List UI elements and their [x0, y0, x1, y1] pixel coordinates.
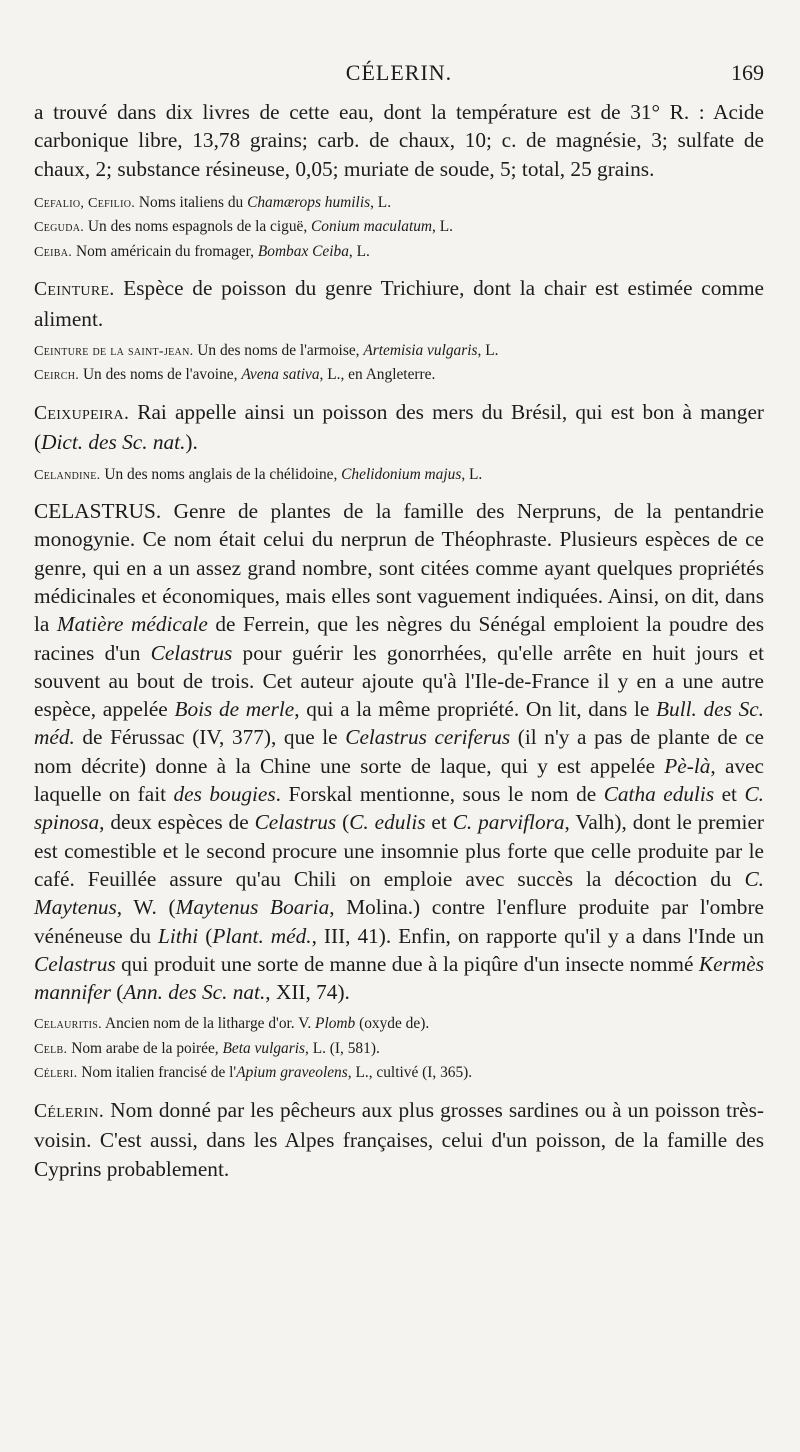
entry-ceixupeira: Ceixupeira. Rai appelle ainsi un poisson des mers du Brésil, qui est bon à manger (Dict. des Sc. nat.).: [34, 399, 764, 455]
entry-celeri: Céleri. Nom italien francisé de l'Apium graveolens, L., cultivé (I, 365).: [34, 1064, 473, 1082]
entry-ceirch: Ceirch. Un des noms de l'avoine, Avena sativa, L., en Angleterre.: [34, 366, 436, 384]
page: [34, 58, 764, 1189]
entry-celastrus: CELASTRUS. Genre de plantes de la famille des Nerpruns, de la pentandrie monogynie. Ce nom était celui du nerprun de Théophraste. Plusieurs espèces de ce genre, qui en a un assez grand nombre, sont citées comme ayant quelques propriétés médicinales et économiques, mais elles sont vaguement indiquées. Ainsi, on dit, dans la Matière médicale de Ferrein, que les nègres du Sénégal emploient la poudre des racines d'un Celastrus pour guérir les gonorrhées, qu'elle arrête en huit jours et souvent au bout de trois. Cet auteur ajoute qu'à l'Ile-de-France il y en a une autre espèce, appelée Bois de merle, qui a la même propriété. On lit, dans le Bull. des Sc. méd. de Férussac (IV, 377), que le Celastrus ceriferus (il n'y a pas de plante de ce nom décrite) donne à la Chine une sorte de laque, qui y est appelée Pè-là, avec laquelle on fait des bougies. Forskal mentionne, sous le nom de Catha edulis et C. spinosa, deux espèces de Celastrus (C. edulis et C. parviflora, Valh), dont le premier est comestible et le second procure une insomnie plus forte que celle produite par le café. Feuillée assure qu'au Chili on emploie avec succès la décoction du C. Maytenus, W. (Maytenus Boaria, Molina.) contre l'enflure produite par l'ombre vénéneuse du Lithi (Plant. méd., III, 41). Enfin, on rapporte qu'il y a dans l'Inde un Celastrus qui produit une sorte de manne due à la piqûre d'un insecte nommé Kermès mannifer (Ann. des Sc. nat., XII, 74).: [34, 499, 765, 1005]
entry-celerin: Célerin. Nom donné par les pêcheurs aux plus grosses sardines ou à un poisson très-voisin. C'est aussi, dans les Alpes françaises, celui d'un poisson, de la famille des Cyprins probablement.: [34, 1097, 764, 1181]
entry-ceiba: Ceiba. Nom américain du fromager, Bombax Ceiba, L.: [34, 242, 370, 260]
entry-ceinture: Ceinture. Espèce de poisson du genre Trichiure, dont la chair est estimée comme aliment.: [34, 276, 764, 331]
entry-celb: Celb. Nom arabe de la poirée, Beta vulgaris, L. (I, 581).: [34, 1039, 380, 1057]
entry-ceinture-saint-jean: Ceinture de la saint-jean. Un des noms de l'armoise, Artemisia vulgaris, L.: [34, 341, 499, 359]
intro-paragraph: a trouvé dans dix livres de cette eau, dont la température est de 31° R. : Acide carbonique libre, 13,78 grains; carb. de chaux, 10; c. de magnésie, 3; sulfate de chaux, 2; substance résineuse, 0,05; muriate de soude, 5; total, 25 grains.: [34, 100, 764, 181]
page-number: 169: [731, 60, 764, 85]
entry-celandine: Celandine. Un des noms anglais de la chélidoine, Chelidonium majus, L.: [34, 465, 483, 483]
running-head: CÉLERIN.: [345, 60, 453, 85]
entry-cefalio: Cefalio, Cefilio. Noms italiens du Chamærops humilis, L.: [34, 193, 392, 211]
entry-ceguda: Ceguda. Un des noms espagnols de la ciguë, Conium maculatum, L.: [34, 218, 453, 236]
page-header: [34, 58, 764, 98]
entry-celauritis: Celauritis. Ancien nom de la litharge d'or. V. Plomb (oxyde de).: [34, 1015, 430, 1033]
